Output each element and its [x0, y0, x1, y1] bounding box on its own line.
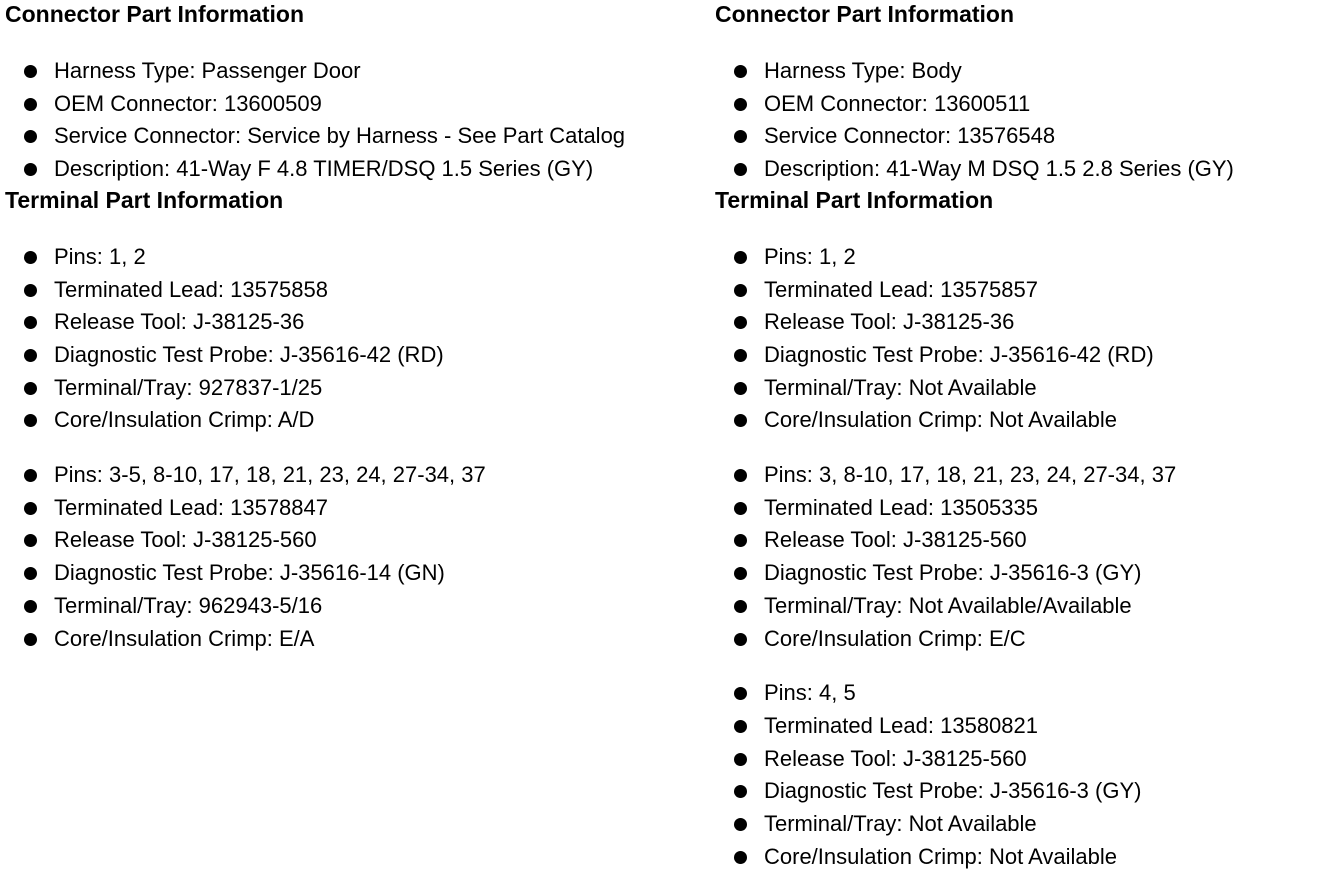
list-item — [5, 459, 705, 492]
bullet-icon — [734, 382, 747, 395]
list-item-text: Terminal/Tray: Not Available — [764, 374, 1037, 400]
bullet-icon — [734, 785, 747, 798]
list-item — [5, 88, 705, 121]
list-item — [5, 274, 705, 307]
list-item-text: Description: 41-Way F 4.8 TIMER/DSQ 1.5 Series (GY) — [54, 156, 594, 182]
list-item-text: Service Connector: Service by Harness - See Part Catalog — [54, 123, 626, 149]
list-item-text: Terminated Lead: 13575857 — [764, 276, 1038, 302]
terminal-part-heading: Terminal Part Information — [5, 186, 284, 213]
list-item — [5, 404, 705, 437]
list-item-text: Harness Type: Passenger Door — [54, 58, 361, 83]
bullet-icon — [734, 687, 747, 700]
bullet-icon — [734, 349, 747, 362]
bullet-icon — [24, 349, 37, 362]
bullet-icon — [734, 753, 747, 766]
list-item — [715, 274, 1325, 307]
bullet-icon — [24, 163, 37, 176]
bullet-icon — [734, 414, 747, 427]
list-item-text: Terminal/Tray: Not Available/Available — [764, 592, 1132, 618]
connector-part-list — [715, 55, 1325, 186]
terminal-group-2 — [5, 459, 705, 655]
list-item-text: Release Tool: J-38125-560 — [764, 745, 1027, 771]
terminal-group-3 — [715, 677, 1325, 873]
bullet-icon — [24, 567, 37, 580]
bullet-icon — [24, 502, 37, 515]
terminal-group-2 — [715, 459, 1325, 655]
bullet-icon — [734, 633, 747, 646]
bullet-icon — [734, 818, 747, 831]
bullet-icon — [24, 284, 37, 297]
bullet-icon — [734, 316, 747, 329]
list-item — [5, 524, 705, 557]
list-item — [715, 241, 1325, 274]
list-item-text: Diagnostic Test Probe: J-35616-42 (RD) — [54, 341, 444, 367]
bullet-icon — [734, 65, 747, 78]
right-column — [715, 0, 1325, 873]
bullet-icon — [734, 469, 747, 482]
list-item-text: OEM Connector: 13600511 — [764, 90, 1031, 116]
list-item-text: Pins: 3-5, 8-10, 17, 18, 21, 23, 24, 27-34, 37 — [54, 462, 486, 488]
list-item — [715, 710, 1325, 743]
list-item — [5, 623, 705, 656]
bullet-icon — [24, 65, 37, 78]
list-item-text: Core/Insulation Crimp: Not Available — [764, 843, 1117, 869]
list-item-text: Pins: 3, 8-10, 17, 18, 21, 23, 24, 27-34, 37 — [764, 462, 1177, 488]
bullet-icon — [24, 414, 37, 427]
bullet-icon — [734, 534, 747, 547]
bullet-icon — [734, 163, 747, 176]
list-item — [715, 557, 1325, 590]
bullet-icon — [734, 251, 747, 264]
list-item — [715, 492, 1325, 525]
list-item-text: Release Tool: J-38125-36 — [54, 309, 305, 335]
bullet-icon — [734, 567, 747, 580]
list-item — [5, 153, 705, 186]
list-item — [5, 55, 705, 88]
list-item — [715, 623, 1325, 656]
list-item-text: Diagnostic Test Probe: J-35616-3 (GY) — [764, 560, 1142, 586]
list-item — [715, 590, 1325, 623]
list-item — [715, 743, 1325, 776]
bullet-icon — [24, 130, 37, 143]
list-item — [5, 557, 705, 590]
list-item-text: Terminated Lead: 13505335 — [764, 494, 1038, 520]
bullet-icon — [734, 851, 747, 864]
list-item-text: Release Tool: J-38125-36 — [764, 309, 1015, 335]
list-item-text: Pins: 1, 2 — [54, 243, 146, 269]
bullet-icon — [24, 98, 37, 111]
list-item-text: Terminal/Tray: 962943-5/16 — [54, 592, 323, 618]
list-item — [715, 677, 1325, 710]
list-item-text: Release Tool: J-38125-560 — [54, 527, 317, 553]
list-item — [5, 339, 705, 372]
list-item-text: Terminated Lead: 13575858 — [54, 276, 328, 302]
bullet-icon — [24, 382, 37, 395]
connector-part-list — [5, 55, 705, 186]
left-column — [5, 0, 705, 655]
list-item — [715, 153, 1325, 186]
list-item-text: Terminated Lead: 13578847 — [54, 494, 328, 520]
list-item-text: OEM Connector: 13600509 — [54, 90, 322, 116]
list-item-text: Service Connector: 13576548 — [764, 123, 1056, 149]
bullet-icon — [24, 251, 37, 264]
bullet-icon — [734, 600, 747, 613]
list-item-text: Description: 41-Way M DSQ 1.5 2.8 Series (GY) — [764, 156, 1234, 182]
list-item — [715, 808, 1325, 841]
bullet-icon — [734, 284, 747, 297]
list-item-text: Diagnostic Test Probe: J-35616-3 (GY) — [764, 778, 1142, 804]
bullet-icon — [24, 469, 37, 482]
bullet-icon — [24, 316, 37, 329]
list-item — [715, 372, 1325, 405]
list-item — [715, 55, 1325, 88]
list-item-text: Pins: 1, 2 — [764, 243, 856, 269]
list-item-text: Terminated Lead: 13580821 — [764, 712, 1038, 738]
bullet-icon — [24, 633, 37, 646]
list-item — [715, 459, 1325, 492]
list-item — [715, 88, 1325, 121]
list-item — [5, 241, 705, 274]
bullet-icon — [734, 502, 747, 515]
list-item-text: Diagnostic Test Probe: J-35616-14 (GN) — [54, 560, 445, 586]
terminal-group-1 — [715, 241, 1325, 437]
bullet-icon — [24, 600, 37, 613]
list-item — [715, 775, 1325, 808]
terminal-part-heading: Terminal Part Information — [715, 186, 994, 213]
list-item — [715, 524, 1325, 557]
bullet-icon — [734, 130, 747, 143]
list-item-text: Harness Type: Body — [764, 58, 962, 83]
list-item — [715, 120, 1325, 153]
list-item — [715, 841, 1325, 874]
list-item — [5, 120, 705, 153]
list-item — [5, 590, 705, 623]
bullet-icon — [734, 98, 747, 111]
terminal-group-1 — [5, 241, 705, 437]
list-item-text: Core/Insulation Crimp: Not Available — [764, 407, 1117, 433]
list-item-text: Terminal/Tray: 927837-1/25 — [54, 374, 323, 400]
list-item-text: Core/Insulation Crimp: E/C — [764, 625, 1026, 651]
list-item-text: Terminal/Tray: Not Available — [764, 811, 1037, 837]
list-item — [715, 404, 1325, 437]
bullet-icon — [734, 720, 747, 733]
list-item-text: Pins: 4, 5 — [764, 680, 856, 706]
list-item — [715, 339, 1325, 372]
list-item — [5, 492, 705, 525]
list-item-text: Core/Insulation Crimp: A/D — [54, 407, 315, 433]
list-item-text: Core/Insulation Crimp: E/A — [54, 625, 315, 651]
connector-part-heading: Connector Part Information — [715, 1, 1015, 27]
list-item — [5, 372, 705, 405]
list-item — [5, 306, 705, 339]
bullet-icon — [24, 534, 37, 547]
list-item-text: Diagnostic Test Probe: J-35616-42 (RD) — [764, 341, 1154, 367]
connector-part-heading: Connector Part Information — [5, 1, 305, 27]
list-item-text: Release Tool: J-38125-560 — [764, 527, 1027, 553]
list-item — [715, 306, 1325, 339]
